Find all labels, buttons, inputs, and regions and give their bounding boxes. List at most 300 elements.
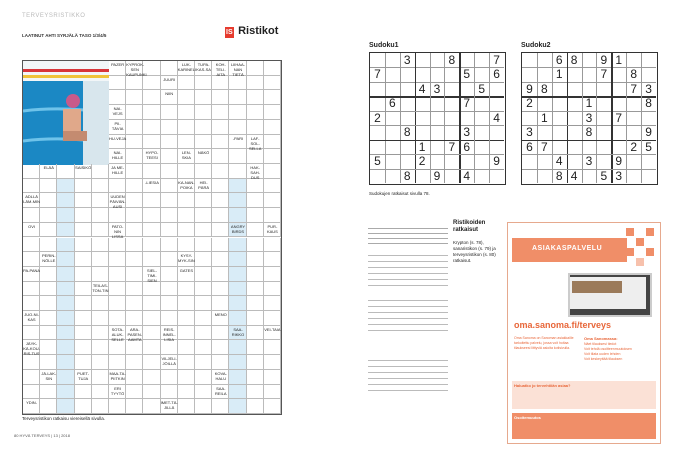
sudoku-cell[interactable]	[522, 67, 537, 81]
sudoku-cell[interactable]	[400, 111, 415, 125]
crossword-cell[interactable]	[23, 164, 40, 179]
sudoku-cell[interactable]	[552, 82, 567, 96]
crossword-cell[interactable]	[247, 282, 264, 297]
ad-url[interactable]: oma.sanoma.fi/terveys	[514, 320, 612, 330]
crossword-cell[interactable]	[264, 149, 281, 164]
crossword-cell[interactable]	[109, 252, 126, 267]
sudoku-cell[interactable]	[537, 154, 552, 168]
crossword-cell[interactable]	[143, 282, 160, 297]
crossword-cell[interactable]	[57, 311, 74, 326]
crossword-cell[interactable]	[178, 355, 195, 370]
crossword-cell[interactable]	[247, 370, 264, 385]
crossword-cell[interactable]	[229, 164, 246, 179]
crossword-cell[interactable]	[264, 164, 281, 179]
crossword-cell[interactable]	[92, 399, 109, 414]
crossword-cell[interactable]	[229, 385, 246, 400]
sudoku-cell[interactable]	[641, 169, 656, 183]
crossword-cell[interactable]	[161, 311, 178, 326]
crossword-cell[interactable]	[92, 179, 109, 194]
sudoku-cell[interactable]	[444, 67, 459, 81]
crossword-cell[interactable]	[264, 90, 281, 105]
crossword-cell[interactable]	[178, 105, 195, 120]
crossword-cell[interactable]	[178, 326, 195, 341]
crossword-cell[interactable]	[161, 61, 178, 76]
crossword-cell[interactable]	[178, 282, 195, 297]
crossword-cell[interactable]	[178, 193, 195, 208]
crossword-cell[interactable]	[109, 238, 126, 253]
crossword-cell[interactable]	[57, 296, 74, 311]
crossword-cell[interactable]	[247, 267, 264, 282]
crossword-cell[interactable]	[143, 370, 160, 385]
crossword-cell[interactable]	[109, 282, 126, 297]
sudoku-cell[interactable]	[415, 111, 430, 125]
sudoku-cell[interactable]	[552, 140, 567, 154]
sudoku-cell[interactable]	[370, 140, 385, 154]
crossword-cell[interactable]	[92, 193, 109, 208]
crossword-cell[interactable]	[247, 385, 264, 400]
crossword-cell[interactable]	[212, 208, 229, 223]
crossword-cell[interactable]	[40, 282, 57, 297]
sudoku-cell[interactable]	[444, 111, 459, 125]
crossword-cell[interactable]	[229, 76, 246, 91]
crossword-cell[interactable]	[109, 90, 126, 105]
sudoku-cell[interactable]	[537, 53, 552, 67]
crossword-cell[interactable]	[126, 179, 143, 194]
crossword-cell[interactable]	[247, 193, 264, 208]
crossword-cell[interactable]	[126, 267, 143, 282]
crossword-cell[interactable]	[143, 76, 160, 91]
crossword-cell[interactable]	[23, 326, 40, 341]
crossword-cell[interactable]	[57, 282, 74, 297]
sudoku-cell[interactable]	[582, 82, 597, 96]
crossword-cell[interactable]	[229, 399, 246, 414]
sudoku-cell[interactable]	[474, 67, 489, 81]
crossword-cell[interactable]	[126, 370, 143, 385]
crossword-cell[interactable]	[57, 208, 74, 223]
crossword-cell[interactable]	[195, 208, 212, 223]
crossword-cell[interactable]	[92, 326, 109, 341]
sudoku-cell[interactable]	[596, 125, 611, 139]
crossword-cell[interactable]	[247, 76, 264, 91]
crossword-cell[interactable]	[92, 296, 109, 311]
crossword-cell[interactable]	[264, 238, 281, 253]
crossword-cell[interactable]	[92, 267, 109, 282]
sudoku-cell[interactable]	[489, 169, 504, 183]
crossword-cell[interactable]	[57, 252, 74, 267]
crossword-cell[interactable]	[161, 385, 178, 400]
sudoku-cell[interactable]	[385, 53, 400, 67]
crossword-cell[interactable]	[75, 282, 92, 297]
sudoku-cell[interactable]	[596, 82, 611, 96]
crossword-cell[interactable]	[57, 399, 74, 414]
crossword-cell[interactable]	[75, 193, 92, 208]
crossword-cell[interactable]	[195, 105, 212, 120]
crossword-cell[interactable]	[178, 385, 195, 400]
sudoku-cell[interactable]	[489, 125, 504, 139]
crossword-cell[interactable]	[75, 326, 92, 341]
crossword-cell[interactable]	[195, 223, 212, 238]
crossword-cell[interactable]	[143, 164, 160, 179]
crossword-cell[interactable]	[92, 252, 109, 267]
crossword-cell[interactable]	[247, 105, 264, 120]
crossword-cell[interactable]	[178, 238, 195, 253]
sudoku-cell[interactable]	[641, 111, 656, 125]
crossword-cell[interactable]	[126, 120, 143, 135]
sudoku-cell[interactable]	[626, 125, 641, 139]
sudoku-cell[interactable]	[370, 53, 385, 67]
sudoku-cell[interactable]	[430, 154, 445, 168]
crossword-cell[interactable]	[264, 105, 281, 120]
sudoku-cell[interactable]	[385, 111, 400, 125]
crossword-cell[interactable]	[23, 370, 40, 385]
sudoku-cell[interactable]	[415, 169, 430, 183]
crossword-cell[interactable]	[57, 326, 74, 341]
sudoku-cell[interactable]	[415, 96, 430, 110]
crossword-cell[interactable]	[178, 311, 195, 326]
crossword-cell[interactable]	[57, 179, 74, 194]
sudoku-cell[interactable]	[537, 125, 552, 139]
sudoku-cell[interactable]	[459, 111, 474, 125]
crossword-cell[interactable]	[143, 355, 160, 370]
crossword-cell[interactable]	[57, 370, 74, 385]
crossword-cell[interactable]	[264, 193, 281, 208]
crossword-cell[interactable]	[92, 311, 109, 326]
crossword-cell[interactable]	[212, 135, 229, 150]
crossword-cell[interactable]	[92, 208, 109, 223]
crossword-cell[interactable]	[229, 208, 246, 223]
crossword-cell[interactable]	[109, 399, 126, 414]
crossword-cell[interactable]	[247, 149, 264, 164]
crossword-cell[interactable]	[161, 252, 178, 267]
crossword-cell[interactable]	[126, 385, 143, 400]
sudoku-cell[interactable]	[552, 96, 567, 110]
crossword-cell[interactable]	[143, 238, 160, 253]
crossword-cell[interactable]	[212, 193, 229, 208]
sudoku-cell[interactable]	[370, 96, 385, 110]
sudoku-cell[interactable]	[370, 169, 385, 183]
sudoku-cell[interactable]	[626, 96, 641, 110]
sudoku-cell[interactable]	[444, 96, 459, 110]
sudoku-cell[interactable]	[444, 154, 459, 168]
crossword-cell[interactable]	[57, 340, 74, 355]
crossword-cell[interactable]	[161, 296, 178, 311]
crossword-cell[interactable]	[75, 267, 92, 282]
sudoku-cell[interactable]	[537, 67, 552, 81]
crossword-cell[interactable]	[92, 238, 109, 253]
crossword-cell[interactable]	[195, 399, 212, 414]
crossword-cell[interactable]	[75, 296, 92, 311]
crossword-cell[interactable]	[212, 399, 229, 414]
crossword-cell[interactable]	[92, 370, 109, 385]
crossword-cell[interactable]	[126, 282, 143, 297]
crossword-cell[interactable]	[264, 252, 281, 267]
crossword-cell[interactable]	[229, 311, 246, 326]
crossword-cell[interactable]	[212, 252, 229, 267]
crossword-cell[interactable]	[92, 164, 109, 179]
crossword-cell[interactable]	[212, 120, 229, 135]
crossword-cell[interactable]	[126, 193, 143, 208]
crossword-cell[interactable]	[264, 76, 281, 91]
crossword-cell[interactable]	[161, 193, 178, 208]
crossword-cell[interactable]	[195, 385, 212, 400]
crossword-cell[interactable]	[40, 223, 57, 238]
crossword-cell[interactable]	[229, 105, 246, 120]
crossword-cell[interactable]	[57, 355, 74, 370]
crossword-cell[interactable]	[40, 311, 57, 326]
crossword-cell[interactable]	[178, 120, 195, 135]
crossword-cell[interactable]	[161, 164, 178, 179]
crossword-cell[interactable]	[247, 311, 264, 326]
sudoku-cell[interactable]	[400, 96, 415, 110]
crossword-cell[interactable]	[264, 208, 281, 223]
sudoku-cell[interactable]	[567, 154, 582, 168]
crossword-cell[interactable]	[126, 164, 143, 179]
crossword-cell[interactable]	[126, 208, 143, 223]
crossword-cell[interactable]	[212, 90, 229, 105]
crossword-cell[interactable]	[247, 355, 264, 370]
crossword-cell[interactable]	[75, 311, 92, 326]
sudoku-cell[interactable]	[626, 154, 641, 168]
crossword-cell[interactable]	[126, 296, 143, 311]
crossword-cell[interactable]	[212, 105, 229, 120]
crossword-cell[interactable]	[23, 238, 40, 253]
sudoku-cell[interactable]	[582, 169, 597, 183]
sudoku-cell[interactable]	[400, 67, 415, 81]
crossword-cell[interactable]	[195, 355, 212, 370]
crossword-cell[interactable]	[229, 296, 246, 311]
sudoku-cell[interactable]	[567, 140, 582, 154]
sudoku-cell[interactable]	[582, 53, 597, 67]
crossword-cell[interactable]	[40, 399, 57, 414]
crossword-cell[interactable]	[195, 164, 212, 179]
crossword-cell[interactable]	[23, 296, 40, 311]
crossword-cell[interactable]	[264, 340, 281, 355]
crossword-cell[interactable]	[264, 296, 281, 311]
crossword-cell[interactable]	[247, 179, 264, 194]
crossword-cell[interactable]	[178, 296, 195, 311]
crossword-cell[interactable]	[178, 223, 195, 238]
crossword-cell[interactable]	[161, 223, 178, 238]
sudoku-cell[interactable]	[474, 96, 489, 110]
sudoku-cell[interactable]	[567, 67, 582, 81]
sudoku-cell[interactable]	[489, 96, 504, 110]
crossword-cell[interactable]	[264, 385, 281, 400]
crossword-cell[interactable]	[178, 208, 195, 223]
crossword-cell[interactable]	[40, 326, 57, 341]
crossword-cell[interactable]	[126, 149, 143, 164]
crossword-cell[interactable]	[247, 223, 264, 238]
crossword-cell[interactable]	[195, 370, 212, 385]
sudoku-cell[interactable]	[596, 140, 611, 154]
crossword-cell[interactable]	[247, 238, 264, 253]
crossword-cell[interactable]	[264, 120, 281, 135]
crossword-cell[interactable]	[195, 90, 212, 105]
crossword-cell[interactable]	[195, 76, 212, 91]
crossword-cell[interactable]	[178, 399, 195, 414]
sudoku-cell[interactable]	[611, 140, 626, 154]
crossword-cell[interactable]	[178, 340, 195, 355]
crossword-cell[interactable]	[264, 267, 281, 282]
sudoku-cell[interactable]	[385, 67, 400, 81]
crossword-cell[interactable]	[143, 252, 160, 267]
crossword-cell[interactable]	[212, 267, 229, 282]
crossword-cell[interactable]	[161, 135, 178, 150]
crossword-cell[interactable]	[23, 385, 40, 400]
crossword-cell[interactable]	[212, 355, 229, 370]
crossword-cell[interactable]	[126, 135, 143, 150]
crossword-cell[interactable]	[23, 208, 40, 223]
crossword-cell[interactable]	[40, 355, 57, 370]
crossword-cell[interactable]	[75, 208, 92, 223]
sudoku-cell[interactable]	[567, 111, 582, 125]
crossword-cell[interactable]	[57, 164, 74, 179]
crossword-cell[interactable]	[57, 267, 74, 282]
crossword-cell[interactable]	[75, 252, 92, 267]
sudoku-cell[interactable]	[430, 125, 445, 139]
sudoku-cell[interactable]	[474, 169, 489, 183]
crossword-cell[interactable]	[126, 355, 143, 370]
crossword-cell[interactable]	[212, 149, 229, 164]
crossword-cell[interactable]	[229, 90, 246, 105]
sudoku-cell[interactable]	[459, 154, 474, 168]
crossword-cell[interactable]	[178, 164, 195, 179]
sudoku-cell[interactable]	[444, 169, 459, 183]
crossword-cell[interactable]	[23, 179, 40, 194]
crossword-cell[interactable]	[178, 90, 195, 105]
crossword-cell[interactable]	[195, 120, 212, 135]
crossword-cell[interactable]	[40, 238, 57, 253]
crossword-cell[interactable]	[161, 238, 178, 253]
sudoku-cell[interactable]	[474, 111, 489, 125]
crossword-cell[interactable]	[40, 193, 57, 208]
crossword-cell[interactable]	[75, 355, 92, 370]
crossword-cell[interactable]	[92, 385, 109, 400]
crossword-cell[interactable]	[247, 296, 264, 311]
crossword-cell[interactable]	[109, 340, 126, 355]
crossword-cell[interactable]	[57, 223, 74, 238]
sudoku-cell[interactable]	[552, 111, 567, 125]
sudoku-cell[interactable]	[567, 125, 582, 139]
crossword-cell[interactable]	[212, 326, 229, 341]
crossword-cell[interactable]	[247, 90, 264, 105]
crossword-cell[interactable]	[195, 282, 212, 297]
sudoku-cell[interactable]	[430, 140, 445, 154]
sudoku-cell[interactable]	[385, 140, 400, 154]
sudoku-cell[interactable]	[430, 111, 445, 125]
crossword-cell[interactable]	[109, 311, 126, 326]
crossword-cell[interactable]	[75, 399, 92, 414]
crossword-cell[interactable]	[126, 340, 143, 355]
crossword-cell[interactable]	[23, 282, 40, 297]
crossword-cell[interactable]	[195, 296, 212, 311]
sudoku-cell[interactable]	[489, 82, 504, 96]
sudoku-cell[interactable]	[582, 140, 597, 154]
sudoku-cell[interactable]	[537, 169, 552, 183]
crossword-cell[interactable]	[161, 282, 178, 297]
crossword-cell[interactable]	[109, 179, 126, 194]
crossword-cell[interactable]	[247, 326, 264, 341]
sudoku-cell[interactable]	[444, 125, 459, 139]
sudoku-cell[interactable]	[400, 82, 415, 96]
crossword-cell[interactable]	[229, 282, 246, 297]
crossword-cell[interactable]	[143, 135, 160, 150]
sudoku-cell[interactable]	[370, 82, 385, 96]
crossword-cell[interactable]	[143, 193, 160, 208]
sudoku-cell[interactable]	[596, 96, 611, 110]
sudoku-cell[interactable]	[552, 125, 567, 139]
sudoku-cell[interactable]	[611, 67, 626, 81]
crossword-cell[interactable]	[195, 193, 212, 208]
crossword-cell[interactable]	[40, 296, 57, 311]
crossword-cell[interactable]	[92, 340, 109, 355]
sudoku-cell[interactable]	[522, 169, 537, 183]
crossword-cell[interactable]	[109, 208, 126, 223]
crossword-cell[interactable]	[109, 355, 126, 370]
crossword-cell[interactable]	[264, 355, 281, 370]
crossword-cell[interactable]	[229, 252, 246, 267]
crossword-cell[interactable]	[195, 311, 212, 326]
sudoku-cell[interactable]	[489, 140, 504, 154]
sudoku-cell[interactable]	[596, 111, 611, 125]
crossword-cell[interactable]	[229, 149, 246, 164]
sudoku-cell[interactable]	[415, 125, 430, 139]
sudoku-cell[interactable]	[400, 140, 415, 154]
crossword-cell[interactable]	[75, 223, 92, 238]
crossword-cell[interactable]	[264, 179, 281, 194]
crossword-cell[interactable]	[126, 399, 143, 414]
crossword-cell[interactable]	[92, 223, 109, 238]
crossword-cell[interactable]	[143, 223, 160, 238]
crossword-cell[interactable]	[229, 179, 246, 194]
sudoku-cell[interactable]	[641, 154, 656, 168]
sudoku-cell[interactable]	[430, 96, 445, 110]
crossword-cell[interactable]	[161, 105, 178, 120]
crossword-cell[interactable]	[109, 296, 126, 311]
sudoku-cell[interactable]	[385, 125, 400, 139]
crossword-cell[interactable]	[247, 340, 264, 355]
crossword-cell[interactable]	[143, 208, 160, 223]
sudoku-cell[interactable]	[415, 53, 430, 67]
crossword-cell[interactable]	[195, 238, 212, 253]
crossword-cell[interactable]	[40, 267, 57, 282]
sudoku-cell[interactable]	[626, 169, 641, 183]
sudoku-cell[interactable]	[626, 111, 641, 125]
sudoku-cell[interactable]	[522, 53, 537, 67]
crossword-cell[interactable]	[161, 370, 178, 385]
crossword-cell[interactable]	[264, 399, 281, 414]
crossword-cell[interactable]	[126, 238, 143, 253]
crossword-cell[interactable]	[143, 105, 160, 120]
sudoku-cell[interactable]	[430, 53, 445, 67]
crossword-cell[interactable]	[178, 76, 195, 91]
crossword-cell[interactable]	[229, 238, 246, 253]
crossword-cell[interactable]	[264, 61, 281, 76]
crossword-cell[interactable]	[23, 355, 40, 370]
crossword-cell[interactable]	[143, 296, 160, 311]
crossword-cell[interactable]	[23, 252, 40, 267]
sudoku-cell[interactable]	[444, 82, 459, 96]
sudoku-cell[interactable]	[626, 53, 641, 67]
crossword-cell[interactable]	[264, 135, 281, 150]
crossword-cell[interactable]	[212, 179, 229, 194]
crossword-cell[interactable]	[40, 385, 57, 400]
crossword-cell[interactable]	[143, 326, 160, 341]
crossword-cell[interactable]	[57, 385, 74, 400]
sudoku-cell[interactable]	[415, 67, 430, 81]
crossword-cell[interactable]	[57, 193, 74, 208]
sudoku-cell[interactable]	[459, 53, 474, 67]
crossword-cell[interactable]	[109, 267, 126, 282]
